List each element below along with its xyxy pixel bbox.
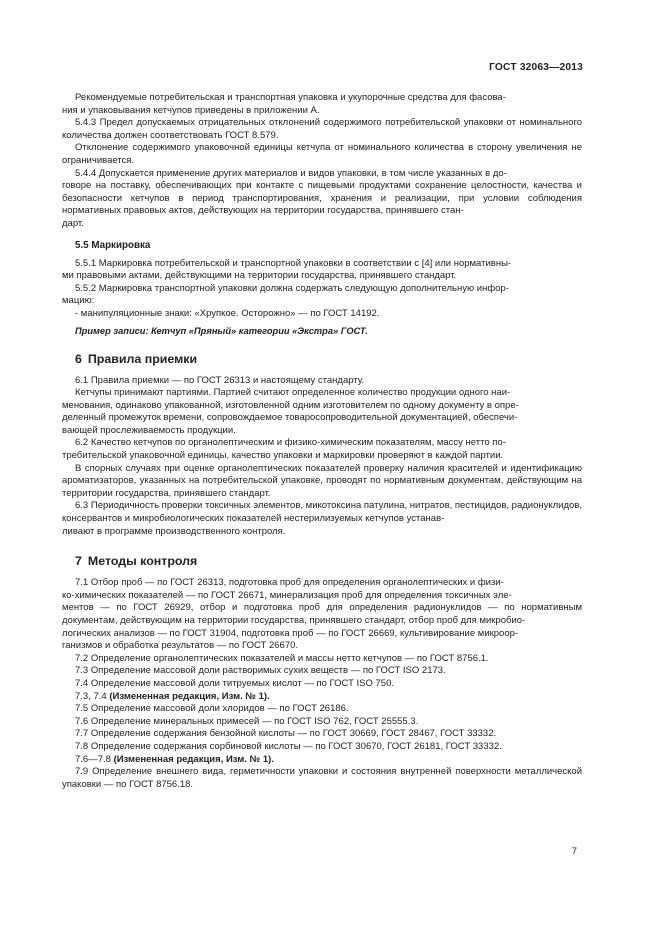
text-line: 6.3 Периодичность проверки токсичных элементов, микотоксина патулина, нитратов, пестицидов, [75,500,510,512]
paragraph [62,308,582,321]
text-line: качества и безопасности кетчупов в период транспортирования, хранения и реализации, при условии [62,180,582,204]
paragraph [62,577,582,653]
text-line: документам, действующим на территории государства, принявшего стандарт, отбор проб для микробио- [62,615,526,626]
paragraph [62,500,582,538]
text-line: ментов — по ГОСТ 26929, отбор и подготовка проб для определения радионуклидов — по нормативным [62,602,582,614]
amendment-note: (Измененная редакция, Изм. № 1). [109,690,270,702]
section-number: 7 [75,554,82,569]
text-line: - манипуляционные знаки: «Хрупкое. Осторожно» — по ГОСТ 14192. [75,307,380,319]
paragraph [62,437,582,462]
paragraph [62,754,582,767]
paragraph [62,665,582,678]
text-line: требительской упаковочной единицы, качество упаковки и маркировки проверяют в каждой партии. [62,450,504,462]
paragraph [62,716,582,729]
section-title: Правила приемки [87,351,198,366]
text-line: соблюдения нормативных правовых актов, действующих на территории государства, принявшего стан- [62,192,583,217]
text-line: 7.4 Определение массовой доли титруемых кислот — по ГОСТ ISO 750. [75,677,395,689]
section-number: 6 [75,351,82,366]
text-line: радионуклидов, консервантов и микробиологических показателей нестерилизуемых кетчупов устанав- [62,500,582,525]
text-line: 5.4.4 Допускается применение других материалов и видов упаковки, в том числе указанных в до- [75,167,507,179]
paragraph [62,168,582,231]
section-title: Методы контроля [87,554,198,569]
text-line: идентификацию ароматизаторов, указанных на потребительской упаковке, проводят по нормативным [62,462,582,487]
text-line: ми правовыми актами, действующими на территории государства, принявшего стандарт. [62,270,457,282]
text-line: 5.5.1 Маркировка потребительской и транспортной упаковки в соответствии с [4] или нормативны- [75,257,512,269]
text-line: 5.4.3 Предел допускаемых отрицательных отклонений содержимого потребительской упаковки от [75,117,516,129]
paragraph [62,728,582,741]
paragraph [62,703,582,716]
subsection-heading: 5.5 Маркировка [75,239,151,251]
text-line: 7.3, 7.4 [75,690,110,702]
text-line: 7.7 Определение содержания бензойной кислоты — по ГОСТ 30669, ГОСТ 28467, ГОСТ 33332. [75,728,497,740]
text-line: 7.8 Определение содержания сорбиновой кислоты — по ГОСТ 30670, ГОСТ 26181, ГОСТ 33332. [75,740,502,752]
text-line: ко-химических показателей — по ГОСТ 26671, минерализация проб для определения токсичных эле- [62,589,512,601]
text-line: вающей прослеживаемость продукции. [62,424,236,436]
text-line: 7.6—7.8 [75,753,114,765]
paragraph [62,766,582,791]
text-line: ливают в программе производственного контроля. [62,525,286,537]
text-line: Кетчупы принимают партиями. Партией считают определенное количество продукции одного наи- [75,387,511,399]
paragraph [62,117,582,142]
text-line: говоре на поставку, обеспечивающих при контакте с пищевыми продуктами сохранение целостности, [62,180,529,192]
text-line: 7.3 Определение массовой доли растворимых сухих веществ — по ГОСТ ISO 2173. [75,665,446,677]
text-line: 6.2 Качество кетчупов по органолептическим и физико-химическим показателям, массу нетто по- [75,437,506,449]
text-line: документам, действующим на территории государства, принявшего стандарт. [62,475,582,499]
paragraph [62,691,582,704]
example-note: Пример записи: Кетчуп «Пряный» категории «Экстра» ГОСТ. [75,325,368,336]
paragraph [62,387,582,437]
paragraph [62,283,582,308]
document-body [62,92,582,791]
document-header: ГОСТ 32063—2013 [489,62,583,73]
text-line: менования, одинаково упакованной, изготовленной одним изготовителем по одному документу в опре- [62,399,519,411]
text-line: 5.5.2 Маркировка транспортной упаковки должна содержать следующую дополнительную инфор- [75,282,509,294]
text-line: увеличения не ограничивается. [62,142,582,166]
paragraph [62,375,582,388]
paragraph [62,678,582,691]
paragraph [62,92,582,117]
text-line: 7.9 Определение внешнего вида, герметичности упаковки и состояния внутренней поверхности [75,766,511,778]
text-line: ния и упаковывания кетчупов приведены в приложении А. [62,104,320,116]
text-line: дарт. [62,217,84,229]
text-line: логических анализов — по ГОСТ 31904, подготовка проб — по ГОСТ 26669, культивирование микроор- [62,627,519,639]
paragraph [62,463,582,501]
text-line: В спорных случаях при оценке органолептических показателей проверку наличия красителей и [75,462,507,474]
page-number: 7 [571,846,577,857]
text-line: номинального количества должен соответствовать ГОСТ 8.579. [62,117,582,141]
text-line: металлической упаковки — по ГОСТ 8756.18. [62,766,582,790]
paragraph [62,142,582,167]
text-line: 6.1 Правила приемки — по ГОСТ 26313 и настоящему стандарту. [75,374,365,386]
text-line: 7.1 Отбор проб — по ГОСТ 26313, подготовка проб для определения органолептических и физи- [75,577,504,589]
text-line: Отклонение содержимого упаковочной единицы кетчупа от номинального количества в сторону [75,142,512,154]
text-line: Рекомендуемые потребительская и транспортная упаковка и укупорочные средства для фасова- [75,92,506,103]
paragraph [62,258,582,283]
section-heading [75,352,582,366]
text-line: деленный промежуток времени, сопровождаемое товаросопроводительной документацией, обеспечи- [62,412,518,424]
paragraph [62,653,582,666]
paragraph [62,741,582,754]
text-line: ганизмов и обработка результатов — по ГОСТ 26670. [62,640,299,652]
text-line: 7.6 Определение минеральных примесей — по ГОСТ ISO 762, ГОСТ 25555.3. [75,715,419,727]
text-line: мацию: [62,295,95,307]
amendment-note: (Измененная редакция, Изм. № 1). [113,753,274,765]
text-line: 7.5 Определение массовой доли хлоридов — по ГОСТ 26186. [75,703,349,715]
text-line: 7.2 Определение органолептических показателей и массы нетто кетчупов — по ГОСТ 8756.1. [75,652,489,664]
section-heading [75,554,582,568]
